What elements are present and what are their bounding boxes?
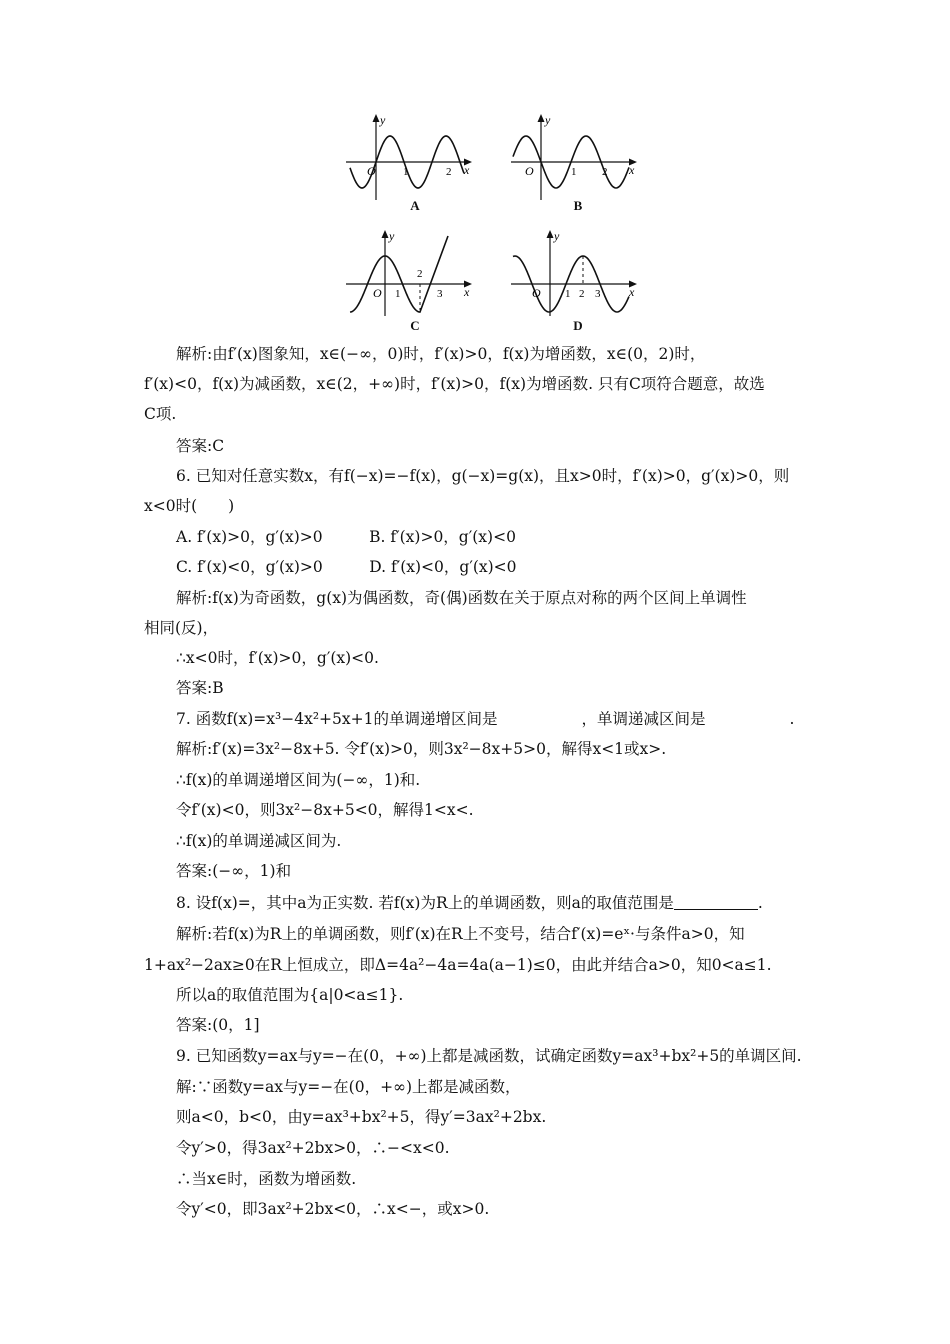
graph-a-x-label: x [464, 163, 470, 177]
answer-6: 答案:B [176, 679, 224, 697]
question-8-text: 8. 设f(x)=，其中a为正实数. 若f(x)为R上的单调函数，则a的取值范围是 [176, 894, 674, 912]
question-9: 9. 已知函数y=ax与y=−在(0，+∞)上都是减函数，试确定函数y=ax³+bx²+5的单调区间. [176, 1047, 802, 1065]
graph-d [505, 228, 645, 338]
question-7-part2: ，单调递减区间是 [581, 710, 706, 728]
graph-c-tick-2: 2 [417, 268, 423, 280]
graph-c-y-label: y [389, 229, 395, 243]
graph-d-x-label: x [629, 285, 635, 299]
question-7-period: . [789, 710, 795, 728]
graph-d-origin: O [532, 286, 541, 300]
graph-c-tick-3: 3 [437, 288, 443, 300]
option-ab: A. f′(x)>0，g′(x)>0 B. f′(x)>0，g′(x)<0 [176, 528, 516, 546]
graph-d-y-label: y [554, 229, 560, 243]
text-line-2: f′(x)<0，f(x)为减函数，x∈(2，+∞)时，f′(x)>0，f(x)为增函数. 只有C项符合题意，故选 [144, 375, 765, 393]
graph-a-tick-2: 2 [446, 166, 452, 178]
curve-c [350, 236, 448, 312]
graph-a-y-label: y [380, 113, 386, 127]
graph-c-x-label: x [464, 285, 470, 299]
graph-b-x-label: x [629, 163, 635, 177]
solution-9-4: ∴当x∈时，函数为增函数. [176, 1170, 357, 1188]
analysis-8-cont: 1+ax²−2ax≥0在R上恒成立，即Δ=4a²−4a=4a(a−1)≤0，由此并结合a>0，知0<a≤1. [144, 956, 772, 974]
graph-c-label: C [410, 318, 420, 333]
graph-c-svg [340, 228, 480, 318]
answer-7: 答案:(−∞，1)和 [176, 862, 292, 880]
graph-b-tick-1: 1 [571, 166, 577, 178]
analysis-6-conclusion: ∴x<0时，f′(x)>0，g′(x)<0. [176, 649, 379, 667]
graph-a-svg [340, 112, 480, 202]
analysis-7-dec: ∴f(x)的单调递减区间为. [176, 832, 342, 850]
question-7 [176, 709, 950, 729]
text-line-1: 解析:由f′(x)图象知，x∈(−∞，0)时，f′(x)>0，f(x)为增函数，x∈(0，2)时， [176, 345, 706, 363]
graph-b-svg [505, 112, 645, 202]
question-6-cont: x<0时( ) [144, 497, 235, 515]
graph-b-label: B [573, 198, 583, 213]
question-7-part1: 7. 函数f(x)=x³−4x²+5x+1的单调递增区间是 [176, 710, 498, 728]
answer-8: 答案:(0，1] [176, 1016, 260, 1034]
graph-b-y-label: y [545, 113, 551, 127]
graph-d-tick-1: 1 [565, 288, 571, 300]
question-8-blank [674, 895, 758, 910]
graph-c [340, 228, 480, 338]
option-cd: C. f′(x)<0，g′(x)>0 D. f′(x)<0，g′(x)<0 [176, 558, 517, 576]
analysis-8: 解析:若f(x)为R上的单调函数，则f′(x)在R上不变号，结合f′(x)=eˣ·与条件a>0，知 [176, 925, 745, 943]
solution-9-3: 令y′>0，得3ax²+2bx>0，∴−<x<0. [176, 1139, 450, 1157]
graph-d-tick-2: 2 [579, 288, 585, 300]
answer-5: 答案:C [176, 437, 225, 455]
text-line-3: C项. [144, 405, 177, 423]
graph-a-tick-1: 1 [403, 166, 409, 178]
graph-d-tick-3: 3 [595, 288, 601, 300]
solution-9-1: 解:∵函数y=ax与y=−在(0，+∞)上都是减函数， [176, 1078, 521, 1096]
graph-d-svg [505, 228, 645, 318]
graph-c-origin: O [373, 286, 382, 300]
question-8-period: . [757, 894, 763, 912]
analysis-7: 解析:f′(x)=3x²−8x+5. 令f′(x)>0，则3x²−8x+5>0，解得x<1或x>. [176, 740, 667, 758]
graph-b-origin: O [525, 164, 534, 178]
analysis-8-range: 所以a的取值范围为{a|0<a≤1}. [176, 986, 404, 1004]
graph-c-tick-1: 1 [395, 288, 401, 300]
question-6: 6. 已知对任意实数x，有f(−x)=−f(x)，g(−x)=g(x)，且x>0时，f′(x)>0，g′(x)>0，则 [176, 467, 790, 485]
solution-9-5: 令y′<0，即3ax²+2bx<0，∴x<−，或x>0. [176, 1200, 490, 1218]
graph-a-origin: O [367, 164, 376, 178]
question-8 [176, 893, 950, 913]
graph-a [340, 112, 480, 216]
graph-d-label: D [573, 318, 583, 333]
graph-b [505, 112, 645, 216]
analysis-6: 解析:f(x)为奇函数，g(x)为偶函数，奇(偶)函数在关于原点对称的两个区间上单调性 [176, 589, 747, 607]
analysis-7-inc: ∴f(x)的单调递增区间为(−∞，1)和. [176, 771, 421, 789]
analysis-6-cont: 相同(反)， [144, 619, 219, 637]
graph-b-tick-2: 2 [602, 166, 608, 178]
graph-a-label: A [410, 198, 420, 213]
analysis-7-dec-cond: 令f′(x)<0，则3x²−8x+5<0，解得1<x<. [176, 801, 474, 819]
solution-9-2: 则a<0，b<0，由y=ax³+bx²+5，得y′=3ax²+2bx. [176, 1108, 547, 1126]
